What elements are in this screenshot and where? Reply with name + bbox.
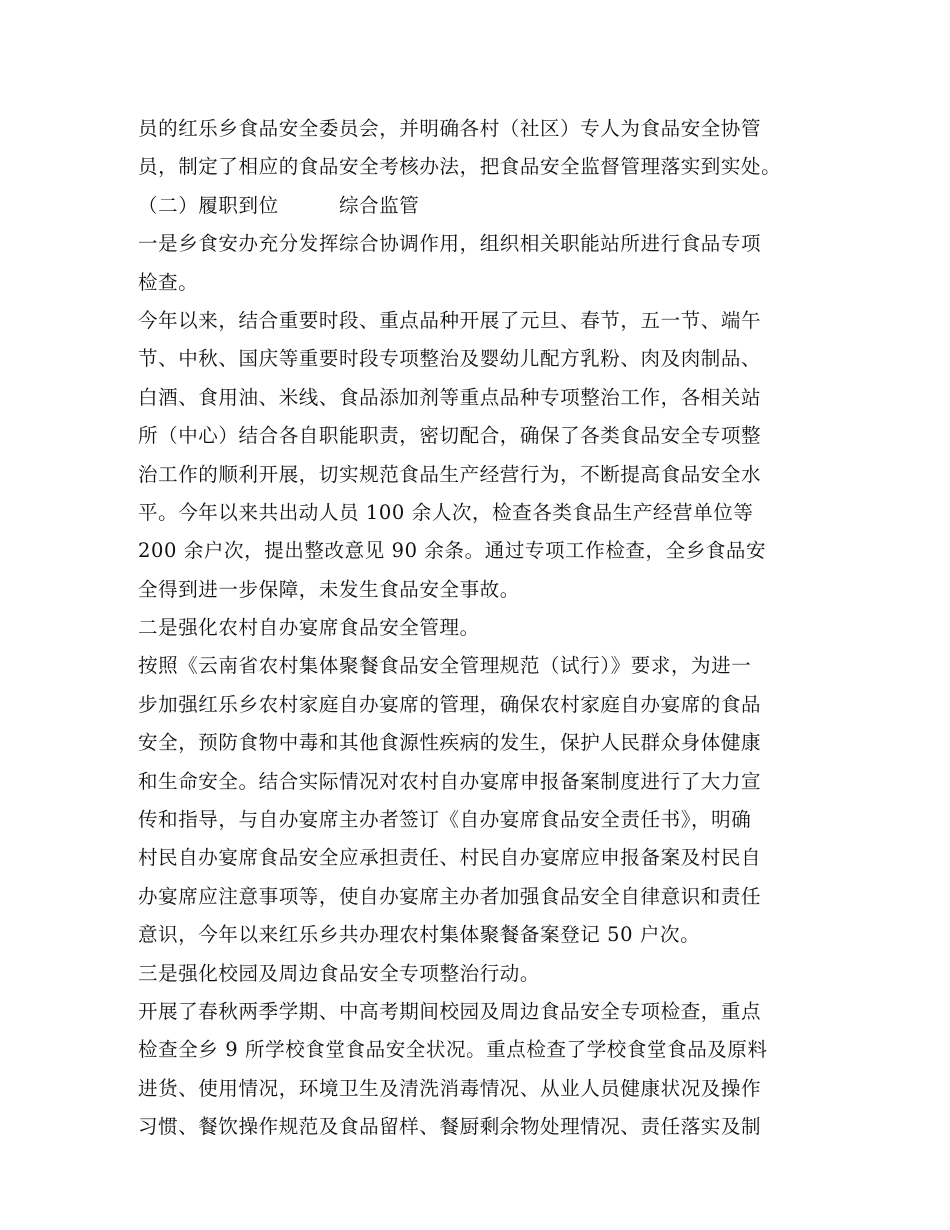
- subheading-line: 三是强化校园及周边食品安全专项整治行动。: [138, 961, 541, 985]
- text-line: 开展了春秋两季学期、中高考期间校园及周边食品安全专项检查，重点: [138, 999, 762, 1023]
- text-line: 意识，今年以来红乐乡共办理农村集体聚餐备案登记 50 户次。: [138, 923, 701, 947]
- text-line: 传和指导，与自办宴席主办者签订《自办宴席食品安全责任书》，明确: [138, 808, 752, 832]
- text-line: 200 余户次，提出整改意见 90 余条。通过专项工作检查，全乡食品安: [138, 539, 767, 563]
- text-line: 步加强红乐乡农村家庭自办宴席的管理，确保农村家庭自办宴席的食品: [138, 692, 762, 716]
- text-line: 全得到进一步保障，未发生食品安全事故。: [138, 577, 520, 601]
- section-heading: （二）履职到位 综合监管: [138, 193, 420, 217]
- text-line: 按照《云南省农村集体聚餐食品安全管理规范（试行）》要求，为进一: [138, 654, 752, 678]
- text-line: 检查全乡 9 所学校食堂食品安全状况。重点检查了学校食堂食品及原料: [138, 1038, 768, 1062]
- text-line: 和生命安全。结合实际情况对农村自办宴席申报备案制度进行了大力宣: [138, 769, 762, 793]
- text-line: 进货、使用情况，环境卫生及清洗消毒情况、从业人员健康状况及操作: [138, 1076, 762, 1100]
- text-line: 办宴席应注意事项等，使自办宴席主办者加强食品安全自律意识和责任: [138, 884, 762, 908]
- text-line: 所（中心）结合各自职能职责，密切配合，确保了各类食品安全专项整: [138, 424, 762, 448]
- subheading-line: 二是强化农村自办宴席食品安全管理。: [138, 616, 480, 640]
- text-line: 今年以来，结合重要时段、重点品种开展了元旦、春节，五一节、端午: [138, 308, 762, 332]
- text-line: 员，制定了相应的食品安全考核办法，把食品安全监督管理落实到实处。: [138, 155, 782, 179]
- text-line: 平。今年以来共出动人员 100 余人次，检查各类食品生产经营单位等: [138, 500, 754, 524]
- text-line: 治工作的顺利开展，切实规范食品生产经营行为，不断提高食品安全水: [138, 462, 762, 486]
- text-line: 习惯、餐饮操作规范及食品留样、餐厨剩余物处理情况、责任落实及制: [138, 1115, 762, 1139]
- text-line: 员的红乐乡食品安全委员会，并明确各村（社区）专人为食品安全协管: [138, 117, 762, 140]
- text-line: 一是乡食安办充分发挥综合协调作用，组织相关职能站所进行食品专项: [138, 232, 762, 256]
- text-line: 白酒、食用油、米线、食品添加剂等重点品种专项整治工作，各相关站: [138, 385, 762, 409]
- text-line: 检查。: [138, 270, 199, 294]
- text-line: 安全，预防食物中毒和其他食源性疾病的发生，保护人民群众身体健康: [138, 731, 762, 755]
- document-body: [138, 110, 838, 1147]
- text-line: 村民自办宴席食品安全应承担责任、村民自办宴席应申报备案及村民自: [138, 846, 762, 870]
- text-line: 节、中秋、国庆等重要时段专项整治及婴幼儿配方乳粉、肉及肉制品、: [138, 347, 762, 371]
